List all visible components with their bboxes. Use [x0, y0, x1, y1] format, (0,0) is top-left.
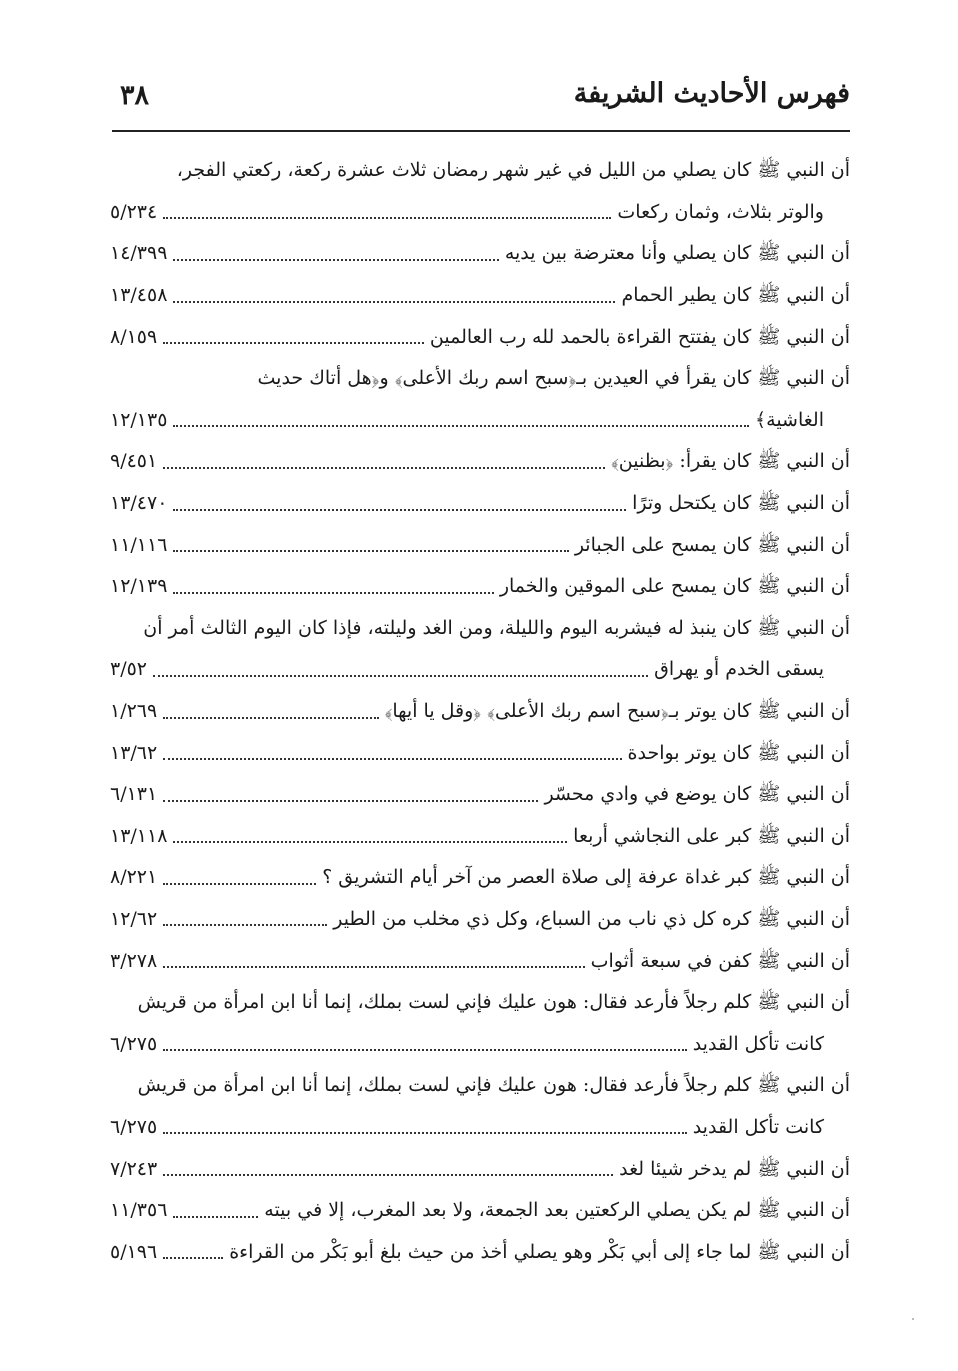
running-title: فهرس الأحاديث الشريفة [573, 78, 850, 109]
volume-page-ref: ٥/٢٣٤ [110, 200, 158, 223]
index-entry-line [108, 566, 850, 608]
hadith-index-list [108, 150, 850, 1273]
scan-speck [912, 1318, 914, 1320]
dot-leader [173, 425, 749, 427]
index-entry-line [108, 732, 850, 774]
page-header [112, 78, 850, 126]
page-number: ٣٨ [120, 80, 150, 111]
dot-leader [163, 758, 621, 760]
entry-text: أن النبي ﷺ لم يدخر شيئا لغد [619, 1157, 850, 1180]
volume-page-ref: ١٣/٤٧٠ [110, 492, 168, 515]
index-entry-line [108, 150, 850, 192]
index-entry-continuation [108, 649, 850, 691]
index-entry-line [108, 316, 850, 358]
index-entry-line [108, 940, 850, 982]
volume-page-ref: ٨/١٥٩ [110, 325, 158, 348]
volume-page-ref: ١٣/١١٨ [110, 824, 168, 847]
entry-text: أن النبي ﷺ كبر على النجاشي أربعا [573, 824, 850, 847]
entry-text: أن النبي ﷺ لما جاء إلى أبي بَكْر وهو يصلي أخذ من حيث بلغ أبو بَكْر من القراءة [229, 1240, 850, 1263]
index-entry-line [108, 483, 850, 525]
index-entry-line [108, 1065, 850, 1107]
entry-text: أن النبي ﷺ كان يقرأ في العيدين بـ﴿سبح اسم ربك الأعلى﴾ و﴿هل أتاك حديث [257, 367, 850, 390]
entry-text: أن النبي ﷺ كان يصلي وأنا معترضة بين يديه [504, 242, 850, 265]
index-entry-line [108, 816, 850, 858]
volume-page-ref: ١٢/١٣٥ [110, 408, 168, 431]
index-entry-line [108, 857, 850, 899]
entry-text: أن النبي ﷺ لم يكن يصلي الركعتين بعد الجمعة، ولا بعد المغرب، إلا في بيته [264, 1199, 850, 1222]
dot-leader [173, 509, 626, 511]
entry-text: كانت تأكل القديد [692, 1115, 824, 1138]
entry-text: أن النبي ﷺ كان يوتر بـ﴿سبح اسم ربك الأعلى﴾ ﴿وقل يا أيها﴾ [384, 700, 850, 723]
entry-text: أن النبي ﷺ كان يصلي من الليل في غير شهر رمضان ثلاث عشرة ركعة، ركعتي الفجر، [176, 159, 850, 182]
entry-text: أن النبي ﷺ كان يطير الحمام [621, 284, 850, 307]
dot-leader [163, 966, 584, 968]
header-rule [112, 130, 850, 132]
entry-text: أن النبي ﷺ كان يمسح على الموقين والخمار [499, 575, 850, 598]
dot-leader [163, 467, 605, 469]
volume-page-ref: ٣/٥٢ [110, 658, 148, 681]
index-entry-line [108, 1190, 850, 1232]
entry-text: أن النبي ﷺ كان يوتر بواحدة [627, 741, 850, 764]
index-entry-line [108, 774, 850, 816]
volume-page-ref: ١/٢٦٩ [110, 700, 158, 723]
dot-leader [173, 301, 615, 303]
entry-text: أن النبي ﷺ كان يفتتح القراءة بالحمد لله رب العالمين [429, 325, 850, 348]
index-entry-line [108, 608, 850, 650]
dot-leader [163, 1049, 686, 1051]
index-entry-continuation [108, 400, 850, 442]
volume-page-ref: ٩/٤٥١ [110, 450, 158, 473]
dot-leader [163, 717, 378, 719]
entry-text: والوتر بثلاث، وثمان ركعات [617, 200, 824, 223]
dot-leader [163, 1132, 686, 1134]
dot-leader [173, 550, 568, 552]
index-entry-line [108, 441, 850, 483]
index-entry-continuation [108, 1023, 850, 1065]
dot-leader [173, 1216, 258, 1218]
dot-leader [163, 1257, 223, 1259]
index-entry-line [108, 524, 850, 566]
index-entry-line [108, 899, 850, 941]
entry-text: أن النبي ﷺ كان يكتحل وترًا [632, 492, 850, 515]
index-entry-continuation [108, 1107, 850, 1149]
volume-page-ref: ٧/٢٤٣ [110, 1157, 158, 1180]
entry-text: أن النبي ﷺ كلم رجلاً فأرعد فقال: هون عليك فإني لست بملك، إنما أنا ابن امرأة من قريش [137, 991, 850, 1014]
entry-text: أن النبي ﷺ كره كل ذي ناب من السباع، وكل ذي مخلب من الطير [333, 907, 850, 930]
dot-leader [163, 800, 538, 802]
volume-page-ref: ١١/٣٥٦ [110, 1199, 168, 1222]
entry-text: أن النبي ﷺ كفن في سبعة أثواب [590, 949, 850, 972]
index-entry-continuation [108, 192, 850, 234]
index-entry-line [108, 691, 850, 733]
entry-text: الغاشية﴾ [755, 408, 824, 431]
index-entry-line [108, 233, 850, 275]
entry-text: كانت تأكل القديد [692, 1032, 824, 1055]
dot-leader [163, 217, 611, 219]
entry-text: يسقى الخدم أو يهراق [654, 658, 824, 681]
volume-page-ref: ١٢/١٣٩ [110, 575, 168, 598]
index-entry-line [108, 1231, 850, 1273]
entry-text: أن النبي ﷺ كان ينبذ له فيشربه اليوم والليلة، ومن الغد وليلته، فإذا كان اليوم الثالث أمر أن [143, 616, 850, 639]
volume-page-ref: ١٢/٦٢ [110, 907, 158, 930]
index-entry-line [108, 358, 850, 400]
entry-text: أن النبي ﷺ كان يمسح على الجبائر [574, 533, 850, 556]
volume-page-ref: ٦/١٣١ [110, 783, 158, 806]
volume-page-ref: ٥/١٩٦ [110, 1240, 158, 1263]
dot-leader [173, 259, 498, 261]
volume-page-ref: ٨/٢٢١ [110, 866, 158, 889]
dot-leader [173, 592, 493, 594]
entry-text: أن النبي ﷺ كبر غداة عرفة إلى صلاة العصر من آخر أيام التشريق ؟ [322, 866, 850, 889]
entry-text: أن النبي ﷺ كلم رجلاً فأرعد فقال: هون عليك فإني لست بملك، إنما أنا ابن امرأة من قريش [137, 1074, 850, 1097]
volume-page-ref: ١٣/٦٢ [110, 741, 158, 764]
volume-page-ref: ١١/١١٦ [110, 533, 168, 556]
index-entry-line [108, 275, 850, 317]
volume-page-ref: ٣/٢٧٨ [110, 949, 158, 972]
dot-leader [173, 841, 567, 843]
index-entry-line [108, 982, 850, 1024]
volume-page-ref: ٦/٢٧٥ [110, 1115, 158, 1138]
dot-leader [163, 342, 424, 344]
dot-leader [163, 1174, 613, 1176]
entry-text: أن النبي ﷺ كان يقرأ: ﴿بظنين﴾ [610, 450, 850, 473]
volume-page-ref: ٦/٢٧٥ [110, 1032, 158, 1055]
dot-leader [153, 675, 648, 677]
dot-leader [163, 924, 327, 926]
index-entry-line [108, 1148, 850, 1190]
entry-text: أن النبي ﷺ كان يوضع في وادي محسّر [544, 783, 850, 806]
volume-page-ref: ١٣/٤٥٨ [110, 284, 168, 307]
dot-leader [163, 883, 316, 885]
volume-page-ref: ١٤/٣٩٩ [110, 242, 168, 265]
